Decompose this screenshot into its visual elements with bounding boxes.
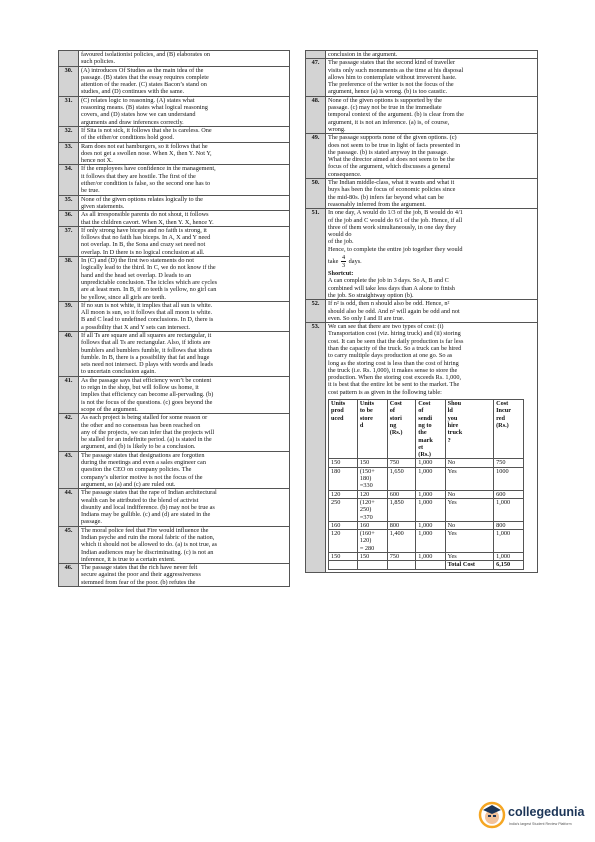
answer-row [59,51,290,67]
q51-paragraph: In one day, A would do 1/3 of the job, B would do 4/1 of the job and C would do 6/1 of the job. Hence, if all three of them work simultaneously, in one day they would do of the job. Hence, to complete the entire job together they would [328,209,463,253]
answer-text: The passage states that designations are forgotten during the meetings and even a sales engineer can question the CEO on company policies. The company’s ulterior motive is not the focus of the argument, so (a) and (c) are ruled out. [79,451,290,488]
cost-table-cell: Yes [445,530,494,553]
q51-frac-den: 3 [341,262,346,270]
cost-table-row [329,498,524,521]
answer-row [59,66,290,96]
cost-table-cell: 250 [329,498,358,521]
question-number: 41. [59,376,79,413]
answer-text: If all Ts are square and all squares are rectangular, it follows that all Ts are rectangular. Also, if idiots are bumblers and bumblers fumble, it follows that idiots fumble. In B, there is a possibility that fat and huge sets need not intersect. D plays with words and leads to uncertain conclusion again. [79,331,290,376]
question-number: 30. [59,66,79,96]
q51-take: take [328,257,339,265]
answer-text: The passage supports none of the given options. (c) does not seem to be true in light of facts presented in the passage. (b) is stated anyway in the passage. What the director aimed at does not seem to be the focus of the argument, which discusses a general consequence. [326,134,538,179]
answer-text: (C) relates logic to reasoning. (A) states what reasoning means. (B) states what logical reasoning covers, and (D) states how we can understand arguments and draw inferences correctly. [79,96,290,126]
answer-text: As all irresponsible parents do not shout, it follows that the children cavort. When X, then Y. X, hence Y. [79,211,290,227]
answer-row [59,257,290,302]
question-number: 42. [59,414,79,451]
cost-table-cell: 150 [357,459,387,467]
cost-table-cell: Yes [445,467,494,490]
cost-table-header: Shou ld you hire truck ? [445,400,494,459]
answer-text: In (C) and (D) the first two statements do not logically lead to the third. In C, we do not know if the hand and the head set overlap. D leads to an unpredictable conclusion. The icicles which are cycles are at least men. In B, if no teeth is yellow, no girl can be yellow, since all girls are teeth. [79,257,290,302]
question-number: 39. [59,301,79,331]
question-number: 36. [59,211,79,227]
cost-table-cell: 1,000 [494,498,524,521]
answer-row [59,451,290,488]
question-number: 51. [306,209,326,300]
answer-row-53 [306,323,538,573]
answer-text: The Indian middle-class, what it wants and what it buys has been the focus of economic policies since the mid-80s. (b) infers far beyond what can be reasonably inferred from the argument. [326,179,538,209]
cost-table-row [329,521,524,529]
question-number: 50. [306,179,326,209]
cost-table-header: Units to be store d [357,400,387,459]
cost-table-cell: 180 [329,467,358,490]
answer-text-51 [326,209,538,300]
question-number: 33. [59,142,79,165]
answer-row [59,211,290,227]
cost-table-cell: 1,000 [416,521,445,529]
answer-text: The passage states that the rape of Indian architectural wealth can be attributed to the blend of activist disunity and local indifference. (b) may not be true as Indians may be gullible. (c) and (d) are stated in the passage. [79,489,290,526]
cost-table-cell: 1,850 [387,498,416,521]
cost-table-cell: 1,000 [494,553,524,561]
answer-row-51 [306,209,538,300]
cost-table-cell [416,561,445,569]
cost-table-cell: 800 [387,521,416,529]
cost-table-header: Cost of sendi ng to the mark et (Rs.) [416,400,445,459]
cost-table-cell [329,561,358,569]
answer-text: The passage states that the second kind of traveller visits only such monuments as the time at his disposal allows him to contemplate without irreverent haste. The preference of the writer is not the focus of the argument, hence (a) is wrong. (b) is too caustic. [326,59,538,96]
answer-row [59,126,290,142]
cost-table-cell: 150 [329,553,358,561]
cost-table-cell: 1000 [494,467,524,490]
question-number: 46. [59,564,79,587]
answer-text: None of the given options is supported by the passage. (c) may not be true in the immediate temporal context of the argument. (b) is clear from the argument, it is not an inference. (a) is, of course, wrong. [326,96,538,133]
answer-row [59,564,290,587]
answer-text: The passage states that the rich have never felt secure against the poor and their aggressiveness stemmed from fear of the poor. (b) refutes the [79,564,290,587]
cost-table-cell: 800 [494,521,524,529]
cost-table-row [329,553,524,561]
question-number: 49. [306,134,326,179]
answer-row [59,226,290,256]
answer-row [306,179,538,209]
answer-text: (A) introduces Of Studies as the main idea of the passage. (B) states that the essay requires complete attention of the reader. (C) states Bacon’s stand on studies, and (D) continues with the same. [79,66,290,96]
cost-table-cell: 1,400 [387,530,416,553]
cost-table-cell: (150+ 180) =330 [357,467,387,490]
question-number: 47. [306,59,326,96]
answer-text: None of the given options relates logically to the given statements. [79,195,290,211]
answer-row [59,331,290,376]
cost-table-row [329,467,524,490]
q53-paragraph: We can see that there are two types of cost: (i) Transportation cost (viz. hiring truck) and (ii) storing cost. It can be seen that the daily production is far less than the capacity of the truck. So a truck can be hired to carry multiple days production at one go. So as long as the storing cost is less than the cost of hiring the truck (i.e. Rs. 1,000), it makes sense to store the production. When the storing cost exceeds Rs. 1,000, it is best that the entire lot be sent to the market. The cost pattern is as given in the following table: [328,323,464,396]
cost-total-value: 6,150 [494,561,524,569]
question-number: 37. [59,226,79,256]
cost-table-cell: 1,650 [387,467,416,490]
answer-row [59,96,290,126]
q51-fraction [341,254,346,269]
logo-name: collegedunia [508,805,585,819]
cost-table-cell: 600 [494,490,524,498]
cost-table-cell: Yes [445,553,494,561]
answer-row [306,59,538,96]
answer-text: If no sun is not white, it implies that all sun is white. All moon is sun, so it follows that all moon is white. B and C lead to undefined conclusions. In D, there is a possibility that X and Y sets can intersect. [79,301,290,331]
question-number: 48. [306,96,326,133]
answer-row [59,195,290,211]
q51-shortcut-text: A can complete the job in 3 days. So A, B and C combined will take less days than A alone to finish the job. So straightway option (b). [328,277,455,299]
answer-row [59,165,290,195]
q51-shortcut-label: Shortcut: [328,270,354,278]
answer-row [306,96,538,133]
question-number: 43. [59,451,79,488]
answer-text: If the employees have confidence in the management, it follows that they are hostile. The first of the either/or condition is false, so the second one has to be true. [79,165,290,195]
question-number: 38. [59,257,79,302]
cost-table-cell: 1,000 [416,553,445,561]
cost-table-cell: 750 [494,459,524,467]
answer-text: If only strong have biceps and no faith is strong, it follows that no faith has biceps. In A, X and Y need not overlap. In B, the Sona and crazy set need not overlap. In D there is no logical conclusion at all. [79,226,290,256]
cost-table-cell: 1,000 [416,490,445,498]
cost-table-cell: 750 [387,553,416,561]
cost-table-row [329,530,524,553]
answer-text: The moral police feel that Fire would influence the Indian psyche and ruin the moral fabric of the nation, which it should not be allowed to do. (a) is not true, as Indian audiences may be discriminating. (c) is not an inference, it is true to a certain extent. [79,526,290,563]
answer-row [59,526,290,563]
cost-table-cell: 160 [329,521,358,529]
cost-table-cell: 1,000 [416,530,445,553]
question-number [59,51,79,67]
left-answer-table [58,50,290,587]
cost-table-cell: 750 [387,459,416,467]
answer-row [59,414,290,451]
cost-table-cell: No [445,490,494,498]
answer-row-52 [306,300,538,323]
cost-table-cell: (120+ 250) =370 [357,498,387,521]
answer-row [59,376,290,413]
question-number: 45. [59,526,79,563]
answer-row [59,142,290,165]
answer-row [306,134,538,179]
question-number: 32. [59,126,79,142]
cost-table-cell: 120 [357,490,387,498]
question-number: 53. [306,323,326,573]
right-answer-table [305,50,538,573]
question-number: 31. [59,96,79,126]
answer-text-53 [326,323,538,573]
answer-row [59,301,290,331]
cost-table-cell: 1,000 [494,530,524,553]
cost-table-row [329,490,524,498]
answer-text: As the passage says that efficiency won’t be content to reign in the shop, but will follow us home, it implies that efficiency can become all-pervading. (b) is not the focus of the questions. (c) goes beyond the scope of the argument. [79,376,290,413]
question-number: 35. [59,195,79,211]
answer-text: favoured isolationist policies, and (B) elaborates on such policies. [79,51,290,67]
cost-table-row [329,459,524,467]
question-number: 44. [59,489,79,526]
cost-table-cell: 160 [357,521,387,529]
cost-table-header: Cost of stori ng (Rs.) [387,400,416,459]
question-number: 34. [59,165,79,195]
question-number: 40. [59,331,79,376]
question-number: 52. [306,300,326,323]
cost-table-cell: 600 [387,490,416,498]
left-column [58,50,290,587]
cost-table-cell [387,561,416,569]
cost-table-cell: No [445,459,494,467]
cost-table [328,399,524,570]
cost-table-cell: Yes [445,498,494,521]
answer-row [59,489,290,526]
answer-text: conclusion in the argument. [326,51,538,59]
cost-table-cell: 1,000 [416,467,445,490]
cost-table-total-row [329,561,524,569]
cost-table-cell: 150 [329,459,358,467]
logo-tagline: India's largest Student Review Platform [509,822,572,826]
cost-table-cell: 150 [357,553,387,561]
cost-table-cell: No [445,521,494,529]
cost-table-cell: 120 [329,530,358,553]
cost-table-cell: 1,000 [416,498,445,521]
answer-text: As each project is being stalled for some reason or the other and no consensus has been reached on any of the projects, we can infer that the projects will be stalled for an indefinite period. (a) is stated in the argument, and (b) is likely to be a conclusion. [79,414,290,451]
cost-table-cell: (160+ 120) = 280 [357,530,387,553]
answer-text: Ram does not eat hamburgers, so it follows that he does not get a swollen nose. When X, then Y. Not Y, hence not X. [79,142,290,165]
answer-text: If Sita is not sick, it follows that she is careless. One of the either/or conditions hold good. [79,126,290,142]
cost-table-cell: 120 [329,490,358,498]
cost-table-cell [357,561,387,569]
q51-frac-num: 4 [341,254,346,262]
cost-table-cell: 1,000 [416,459,445,467]
question-number [306,51,326,59]
cost-table-header: Units prod uced [329,400,358,459]
cost-table-header: Cost Incur red (Rs.) [494,400,524,459]
right-column [305,50,538,573]
answer-row [306,51,538,59]
answer-text-52: If n² is odd, then n should also be odd. Hence, n² should also be odd. And n² will again be odd and not even. So only I and II are true. [326,300,538,323]
cost-total-label: Total Cost [445,561,494,569]
q51-days: days. [348,257,362,265]
